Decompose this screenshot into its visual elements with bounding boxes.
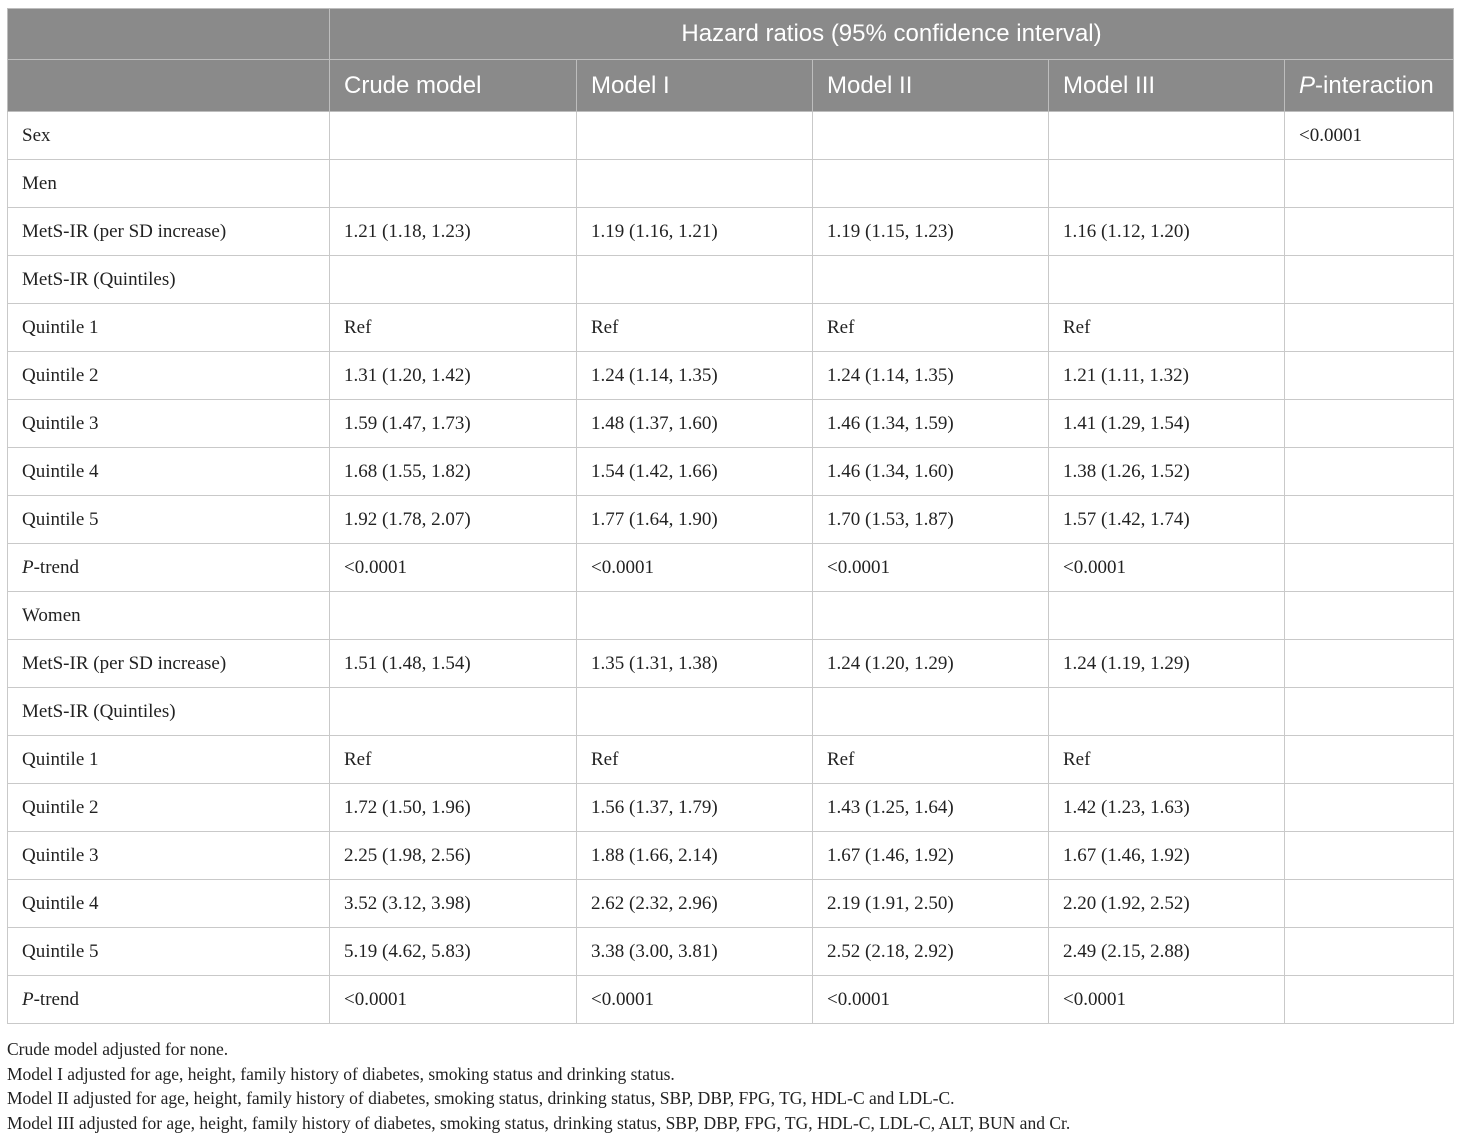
header-model-ii: Model II [813,60,1049,112]
row-cell [813,256,1049,304]
table-body [8,112,1454,1024]
header-model-iii: Model III [1049,60,1285,112]
row-cell: 1.92 (1.78, 2.07) [330,496,577,544]
row-cell [1285,688,1454,736]
row-cell [1285,304,1454,352]
row-cell: 5.19 (4.62, 5.83) [330,928,577,976]
row-cell [330,688,577,736]
row-cell: 1.72 (1.50, 1.96) [330,784,577,832]
row-label: P-trend [8,544,330,592]
table-row [8,496,1454,544]
footnote-line: Crude model adjusted for none. [7,1039,229,1059]
table-row [8,400,1454,448]
row-cell: 1.70 (1.53, 1.87) [813,496,1049,544]
row-label: P-trend [8,976,330,1024]
row-cell: 2.52 (2.18, 2.92) [813,928,1049,976]
row-cell [1285,352,1454,400]
row-cell [1285,832,1454,880]
row-label: Quintile 2 [8,784,330,832]
table-row [8,688,1454,736]
footnote-line: Model I adjusted for age, height, family history of diabetes, smoking status and drinking status. [7,1063,675,1084]
row-cell: Ref [330,304,577,352]
table-row [8,784,1454,832]
row-cell [1285,784,1454,832]
row-cell: <0.0001 [1049,544,1285,592]
footnote-line: Model III adjusted for age, height, family history of diabetes, smoking status, drinking status, SBP, DBP, FPG, TG, HDL-C, LDL-C, ALT, BUN and Cr. [7,1112,1071,1133]
row-label: Quintile 5 [8,928,330,976]
table-row [8,928,1454,976]
row-cell: 1.48 (1.37, 1.60) [577,400,813,448]
header-corner-cell [8,9,330,60]
row-label: MetS-IR (Quintiles) [8,256,330,304]
row-label: Quintile 4 [8,448,330,496]
row-cell [1285,544,1454,592]
row-cell: 1.24 (1.20, 1.29) [813,640,1049,688]
row-cell: 1.31 (1.20, 1.42) [330,352,577,400]
row-cell: <0.0001 [330,544,577,592]
row-label: MetS-IR (Quintiles) [8,688,330,736]
row-cell [1049,112,1285,160]
row-cell: 3.38 (3.00, 3.81) [577,928,813,976]
row-cell: 1.67 (1.46, 1.92) [813,832,1049,880]
row-cell: <0.0001 [813,976,1049,1024]
header-group-title: Hazard ratios (95% confidence interval) [330,9,1454,60]
table-row [8,544,1454,592]
row-cell [1049,160,1285,208]
row-cell: 2.20 (1.92, 2.52) [1049,880,1285,928]
row-cell: 1.68 (1.55, 1.82) [330,448,577,496]
row-cell [330,256,577,304]
row-cell: 1.59 (1.47, 1.73) [330,400,577,448]
row-label: Sex [8,112,330,160]
row-cell: 1.88 (1.66, 2.14) [577,832,813,880]
table-row [8,160,1454,208]
row-cell: Ref [813,304,1049,352]
row-cell: Ref [577,736,813,784]
header-p-interaction: P-interaction [1285,60,1454,112]
table-row [8,208,1454,256]
row-cell [1049,592,1285,640]
row-cell: 1.19 (1.16, 1.21) [577,208,813,256]
row-cell [1285,496,1454,544]
row-cell: 2.25 (1.98, 2.56) [330,832,577,880]
row-cell [1285,928,1454,976]
row-cell: 1.24 (1.19, 1.29) [1049,640,1285,688]
row-cell [330,112,577,160]
row-cell [577,688,813,736]
row-label: Men [8,160,330,208]
row-cell [813,592,1049,640]
row-cell [1285,736,1454,784]
row-cell: 1.67 (1.46, 1.92) [1049,832,1285,880]
header-row-columns [8,60,1454,112]
row-cell [813,160,1049,208]
row-cell: 1.77 (1.64, 1.90) [577,496,813,544]
table-row [8,736,1454,784]
row-cell [1285,448,1454,496]
row-cell: <0.0001 [1049,976,1285,1024]
table-row [8,448,1454,496]
table-row [8,112,1454,160]
row-cell: 1.24 (1.14, 1.35) [577,352,813,400]
hazard-ratio-table-container [7,8,1453,1024]
row-cell: 1.35 (1.31, 1.38) [577,640,813,688]
row-cell [1285,256,1454,304]
row-cell: 1.38 (1.26, 1.52) [1049,448,1285,496]
row-cell [1285,976,1454,1024]
row-cell: 1.56 (1.37, 1.79) [577,784,813,832]
row-cell [577,112,813,160]
hazard-ratio-table [7,8,1454,1024]
row-label: Quintile 1 [8,304,330,352]
row-cell: 1.54 (1.42, 1.66) [577,448,813,496]
row-cell: 3.52 (3.12, 3.98) [330,880,577,928]
row-label: MetS-IR (per SD increase) [8,640,330,688]
row-cell: 1.43 (1.25, 1.64) [813,784,1049,832]
row-cell: 1.16 (1.12, 1.20) [1049,208,1285,256]
table-row [8,352,1454,400]
table-header [8,9,1454,112]
row-cell: 1.46 (1.34, 1.59) [813,400,1049,448]
row-cell: 1.42 (1.23, 1.63) [1049,784,1285,832]
row-cell: 2.49 (2.15, 2.88) [1049,928,1285,976]
row-cell: <0.0001 [330,976,577,1024]
row-cell: 1.41 (1.29, 1.54) [1049,400,1285,448]
table-row [8,640,1454,688]
row-label: Women [8,592,330,640]
row-cell: Ref [1049,736,1285,784]
header-model-i: Model I [577,60,813,112]
table-row [8,256,1454,304]
table-row [8,592,1454,640]
table-row [8,832,1454,880]
row-cell: 2.62 (2.32, 2.96) [577,880,813,928]
row-cell: 1.21 (1.18, 1.23) [330,208,577,256]
row-label: Quintile 2 [8,352,330,400]
row-cell [577,160,813,208]
row-cell [1285,160,1454,208]
row-cell: 1.46 (1.34, 1.60) [813,448,1049,496]
row-cell [1285,400,1454,448]
row-cell: 1.57 (1.42, 1.74) [1049,496,1285,544]
row-cell [1285,880,1454,928]
row-cell: <0.0001 [577,976,813,1024]
row-label: MetS-IR (per SD increase) [8,208,330,256]
table-footnotes [7,1037,1453,1135]
row-label: Quintile 4 [8,880,330,928]
table-row [8,976,1454,1024]
header-row-group [8,9,1454,60]
row-cell [813,112,1049,160]
row-cell [330,160,577,208]
footnote-line: Model II adjusted for age, height, family history of diabetes, smoking status, drinking status, SBP, DBP, FPG, TG, HDL-C and LDL-C. [7,1088,955,1108]
row-label: Quintile 5 [8,496,330,544]
row-cell [813,688,1049,736]
row-cell [1049,688,1285,736]
row-label: Quintile 3 [8,400,330,448]
row-cell: Ref [577,304,813,352]
row-cell: Ref [1049,304,1285,352]
row-label: Quintile 1 [8,736,330,784]
row-cell: Ref [330,736,577,784]
row-cell: 1.24 (1.14, 1.35) [813,352,1049,400]
row-cell: <0.0001 [577,544,813,592]
table-row [8,304,1454,352]
row-cell [577,256,813,304]
row-cell: 1.19 (1.15, 1.23) [813,208,1049,256]
row-cell: 1.51 (1.48, 1.54) [330,640,577,688]
row-label: Quintile 3 [8,832,330,880]
header-crude-model: Crude model [330,60,577,112]
row-cell: Ref [813,736,1049,784]
row-cell [1285,592,1454,640]
header-label-cell [8,60,330,112]
row-cell [1049,256,1285,304]
row-cell [577,592,813,640]
row-cell: <0.0001 [1285,112,1454,160]
row-cell: 2.19 (1.91, 2.50) [813,880,1049,928]
table-row [8,880,1454,928]
row-cell: 1.21 (1.11, 1.32) [1049,352,1285,400]
row-cell [330,592,577,640]
row-cell [1285,208,1454,256]
row-cell [1285,640,1454,688]
row-cell: <0.0001 [813,544,1049,592]
